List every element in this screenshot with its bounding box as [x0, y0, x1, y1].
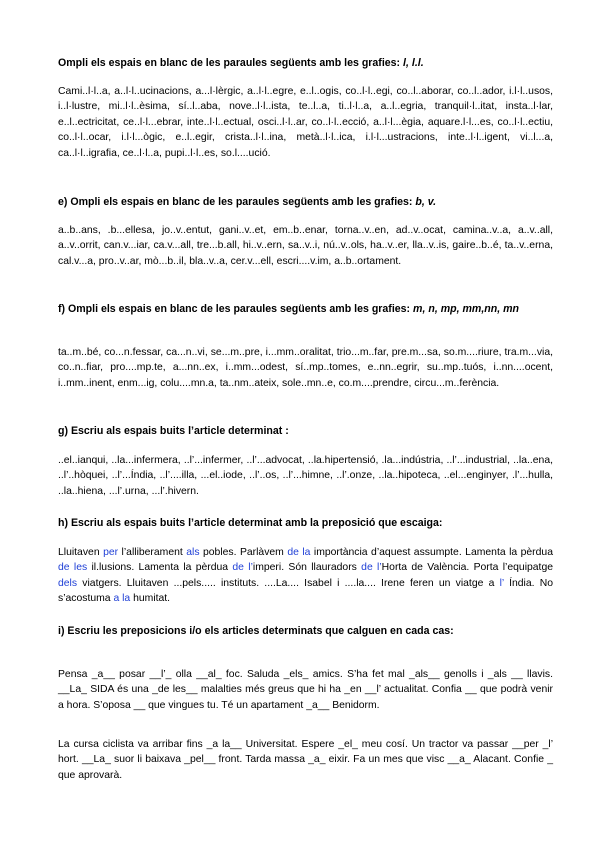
answer-highlight: dels — [58, 577, 78, 589]
heading-graphemes: b, v. — [415, 196, 437, 208]
answer-highlight: de les — [58, 562, 88, 574]
heading-article: g) Escriu als espais buits l’article determinat : — [58, 425, 289, 437]
answer-highlight: a la — [113, 593, 131, 605]
text-run: l’alliberament — [118, 547, 187, 558]
heading-text: f) Ompli els espais en blanc de les paraules següents amb les grafies: — [58, 303, 411, 315]
text-run: humitat. — [130, 593, 171, 605]
answer-highlight: als — [186, 547, 200, 558]
text-run: Índia. No s’acostuma — [58, 577, 553, 605]
exercise-article-text: ..el..ianqui, ..la...infermera, ..l’...infermer, ..l’...advocat, ..la.hipertensió, .la...indústria, ..l’...industrial, ..la..ena, ..l’..hòquei, ..l’...Índia, ..l’....illa, ...el..iode, ..l’..os, ..l’...himne, ..l’.onze, ..la..hipoteca, ..el...enginyer, .l’...hulla, ..la..hiena, ...l’.urna, ...l’.hivern. — [58, 455, 553, 497]
heading-text: Ompli els espais en blanc de les paraules següents amb les grafies: — [58, 57, 401, 69]
exercise-m-n-text: ta..m..bé, co...n.fessar, ca...n..vi, se...m..pre, i...mm..oralitat, trio...m..far, pre.m...sa, so.m....riure, tra.m...via, co..n..fiar, pro....mp.te, a...nn..ex, i..mm...odest, sí..mp..tomes, e..nn..egrir, su..mp..tuós, i..nn....ocent, i..mm..inent, enm...ig, colu....mn.a, ta..nm..ateix, sole..mn..e, co.m....prendre, circu...m..ferència. — [58, 347, 553, 389]
text-run: importància d’aquest assumpte. Lamenta la pèrdua — [310, 547, 553, 558]
answer-highlight: de la — [287, 547, 311, 558]
exercise-prepositions-paragraph-1: Pensa _a__ posar __l’_ olla __al_ foc. Saluda _els_ amics. S’ha fet mal _als__ genolls i _als __ llavis. __La_ SIDA és una _de les__ malalties més greus que hi ha _en __l’ actualitat. Confia __ que podrà venir a hora. S’oposa __ que vingues tu. Té un apartament _a__ Benidorm. — [58, 669, 553, 711]
answer-highlight: l’ — [499, 577, 504, 589]
heading-m-n — [58, 302, 553, 317]
heading-prepositions: i) Escriu les preposicions i/o els articles determinats que calguen en cada cas: — [58, 625, 454, 637]
text-run: viatgers. Lluitaven ...pels..... instituts. ....La.... Isabel i ....la.... Irene feren un viatge a — [77, 577, 500, 589]
heading-article-preposition: h) Escriu als espais buits l’article determinat amb la preposició que escaiga: — [58, 517, 443, 529]
answer-highlight: de l’ — [361, 562, 382, 574]
heading-l-ll — [58, 56, 553, 71]
text-run: il.lusions. Lamenta la pèrdua — [87, 562, 233, 574]
text-run: Lluitaven — [58, 547, 104, 558]
exercise-b-v-text: a..b..ans, .b...ellesa, jo..v..entut, gani..v..et, em..b..enar, torna..v..en, ad..v..ocat, camina..v..a, a..v..all, a..v..orrit, can.v...iar, ca.v...all, tre...b.all, hi..v..ern, sa..v..i, nú..v..ols, ha..v..er, lla..v..is, gaire..b..é, ta..v..erna, cal.v...a, pro..v..ar, mò...b..il, bla..v..a, cer.v...ell, escri....v.im, a..b..ortament. — [58, 225, 553, 267]
heading-text: e) Ompli els espais en blanc de les paraules següents amb les grafies: — [58, 196, 413, 208]
heading-b-v — [58, 195, 553, 210]
text-run: Horta de València. Porta l’equipatge — [381, 562, 554, 574]
answer-highlight: de l’ — [232, 562, 253, 574]
text-run: imperi. Són llauradors — [252, 562, 362, 574]
exercise-l-ll-text: Cami..l·l..a, a..l·l..ucinacions, a...l·lèrgic, a..l·l..egre, e..l..ogis, co..l·l..egi, co..l..aborar, co..l..ador, i.l·l..usos, i..l·lustre, mi..l·l..èsima, sí..l..aba, nove..l·l..ista, te..l..a, ti..l·l..a, a..l..egria, tranquil·l..itat, insta..l·lar, e..l..ectricitat, ce..l·l...ebrar, inte..l·l..ectual, osci..l·l..ar, co..l·l..ecció, a..l·l...ègia, aquare.l·l...es, co..l·l..ectiu, co..l·l..ocar, i.l·l...ògic, e..l..egir, crista..l·l..ina, metà..l·l..ica, i.l·l...ustracions, inte..l·l..igent, vi..l...a, ca..l·l..igrafia, ce..l·l..a, pupi..l·l..es, so.l....ució. — [58, 86, 553, 159]
heading-graphemes: m, n, mp, mm,nn, mn — [413, 303, 519, 315]
exercise-article-preposition-text — [58, 545, 553, 607]
exercise-prepositions-paragraph-2: La cursa ciclista va arribar fins _a la__ Universitat. Espere _el_ meu cosí. Un tractor va passar __per _l’ hort. __La_ suor li baixava _pel__ front. Tarda massa _a_ eixir. Fa un mes que visc __a_ Alacant. Confie _ que aprovarà. — [58, 739, 553, 781]
text-run: pobles. Parlàvem — [199, 547, 288, 558]
answer-highlight: per — [103, 547, 119, 558]
heading-graphemes: l, l.l. — [403, 57, 424, 69]
